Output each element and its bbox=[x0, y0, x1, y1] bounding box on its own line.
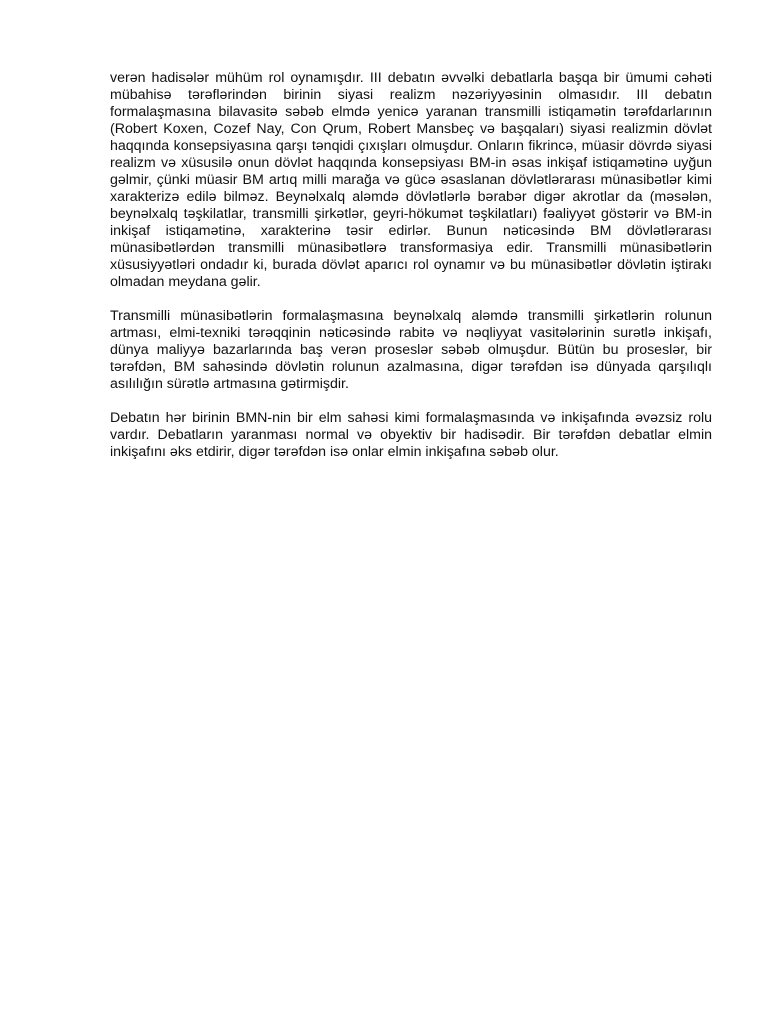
paragraph-1: verən hadisələr mühüm rol oynamışdır. III debatın əvvəlki debatlarla başqa bir ümumi cəhəti mübahisə tərəflərindən birinin siyasi realizm nəzəriyyəsinin olmasıdır. III debatın formalaşmasına bilavasitə səbəb elmdə yenicə yaranan transmilli istiqamətin tərəfdarlarının (Robert Koxen, Cozef Nay, Con Qrum, Robert Mansbeç və başqaları) siyasi realizmin dövlət haqqında konsepsiyasına qarşı tənqidi çıxışları olmuşdur. Onların fikrincə, müasir dövrdə siyasi realizm və xüsusilə onun dövlət haqqında konsepsiyası BM-in əsas inkişaf istiqamətinə uyğun gəlmir, çünki müasir BM artıq milli marağa və gücə əsaslanan dövlətlərarası münasibətlər kimi xarakterizə edilə bilməz. Beynəlxalq aləmdə dövlətlərlə bərabər digər akrotlar da (məsələn, beynəlxalq təşkilatlar, transmilli şirkətlər, geyri-hökumət təşkilatları) fəaliyyət göstərir və BM-in inkişaf istiqamətinə, xarakterinə təsir edirlər. Bunun nəticəsində BM dövlətlərarası münasibətlərdən transmilli münasibətlərə transformasiya edir. Transmilli münasibətlərin xüsusiyyətləri ondadır ki, burada dövlət aparıcı rol oynamır və bu münasibətlər dövlətin iştirakı olmadan meydana gəlir. bbox=[110, 70, 712, 290]
paragraph-2: Transmilli münasibətlərin formalaşmasına beynəlxalq aləmdə transmilli şirkətlərin rolunun artması, elmi-texniki tərəqqinin nəticəsində rabitə və nəqliyyat vasitələrinin surətlə inkişafı, dünya maliyyə bazarlarında baş verən proseslər səbəb olmuşdur. Bütün bu proseslər, bir tərəfdən, BM sahəsində dövlətin rolunun azalmasına, digər tərəfdən isə dünyada qarşılıqlı asılılığın sürətlə artmasına gətirmişdir. bbox=[110, 308, 712, 392]
document-body bbox=[110, 70, 712, 478]
paragraph-3: Debatın hər birinin BMN-nin bir elm sahəsi kimi formalaşmasında və inkişafında əvəzsiz rolu vardır. Debatların yaranması normal və obyektiv bir hadisədir. Bir tərəfdən debatlar elmin inkişafını əks etdirir, digər tərəfdən isə onlar elmin inkişafına səbəb olur. bbox=[110, 410, 712, 460]
